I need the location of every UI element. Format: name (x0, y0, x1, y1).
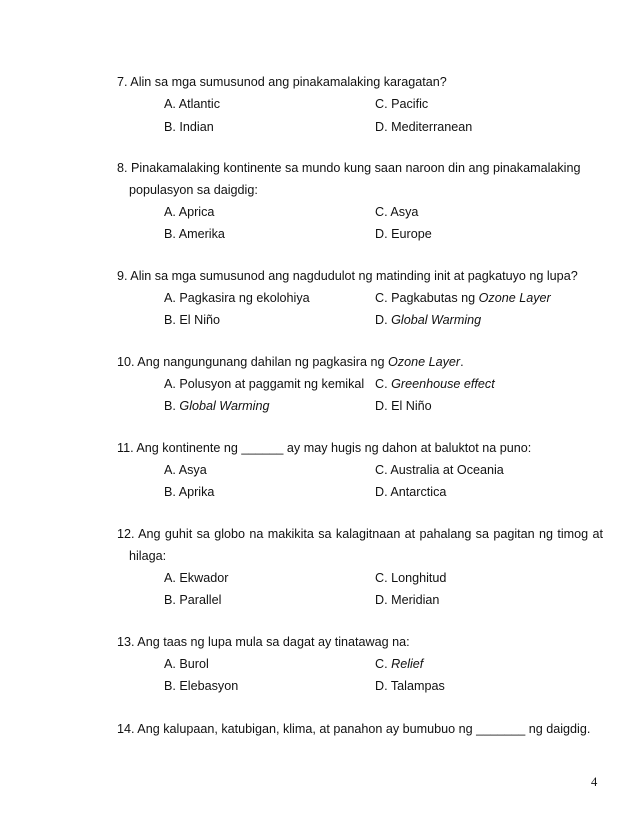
option-c: C. Pacific (375, 97, 429, 111)
option-b: B. Parallel (164, 593, 222, 607)
option-c: C. Longhitud (375, 571, 447, 585)
option-c (375, 657, 423, 673)
option-a: A. Burol (164, 657, 209, 671)
option-text: C. Pagkabutas ng (375, 291, 479, 305)
option-text: C. (375, 657, 392, 671)
option-b: B. Indian (164, 120, 214, 134)
stem-text: 10. Ang nangungunang dahilan ng pagkasira ng (117, 355, 388, 369)
question-stem: 12. Ang guhit sa globo na makikita sa kalagitnaan at pahalang sa pagitan ng timog at (117, 527, 603, 541)
option-a: A. Pagkasira ng ekolohiya (164, 291, 310, 305)
option-a: A. Atlantic (164, 97, 221, 111)
question-stem: 7. Alin sa mga sumusunod ang pinakamalaking karagatan? (117, 75, 447, 89)
option-c: C. Asya (375, 205, 419, 219)
option-b: B. Aprika (164, 485, 215, 499)
option-d: D. Antarctica (375, 485, 447, 499)
option-b: B. Amerika (164, 227, 225, 241)
option-c (375, 377, 495, 393)
question-stem: 8. Pinakamalaking kontinente sa mundo kung saan naroon din ang pinakamalaking (117, 161, 581, 175)
option-b (164, 399, 269, 415)
option-text-italic: Ozone Layer (478, 291, 551, 305)
stem-text-italic: Ozone Layer (388, 355, 461, 369)
option-text-italic: Greenhouse effect (391, 377, 495, 391)
option-d: D. Europe (375, 227, 432, 241)
option-text-italic: Global Warming (179, 399, 270, 413)
option-text: D. (375, 313, 392, 327)
option-a: A. Polusyon at paggamit ng kemikal (164, 377, 365, 391)
question-stem-continued: hilaga: (129, 549, 167, 563)
option-d: D. Talampas (375, 679, 445, 693)
question-stem-continued: populasyon sa daigdig: (129, 183, 258, 197)
page-number: 4 (591, 775, 598, 789)
option-d: D. Mediterranean (375, 120, 473, 134)
question-stem: 9. Alin sa mga sumusunod ang nagdudulot ng matinding init at pagkatuyo ng lupa? (117, 269, 578, 283)
option-d: D. Meridian (375, 593, 440, 607)
question-stem: 14. Ang kalupaan, katubigan, klima, at panahon ay bumubuo ng _______ ng daigdig. (117, 722, 591, 736)
option-d: D. El Niño (375, 399, 432, 413)
option-b: B. El Niño (164, 313, 220, 327)
option-text-italic: Relief (391, 657, 424, 671)
option-text: C. (375, 377, 392, 391)
option-text-italic: Global Warming (391, 313, 482, 327)
option-text: B. (164, 399, 180, 413)
option-a: A. Ekwador (164, 571, 229, 585)
option-c (375, 291, 551, 307)
question-stem: 11. Ang kontinente ng ______ ay may hugis ng dahon at baluktot na puno: (117, 441, 532, 455)
option-b: B. Elebasyon (164, 679, 239, 693)
option-c: C. Australia at Oceania (375, 463, 504, 477)
option-a: A. Aprica (164, 205, 215, 219)
option-a: A. Asya (164, 463, 207, 477)
question-stem: 13. Ang taas ng lupa mula sa dagat ay tinatawag na: (117, 635, 410, 649)
stem-text-end: . (460, 355, 464, 369)
option-d (375, 313, 481, 329)
question-stem (117, 355, 464, 371)
